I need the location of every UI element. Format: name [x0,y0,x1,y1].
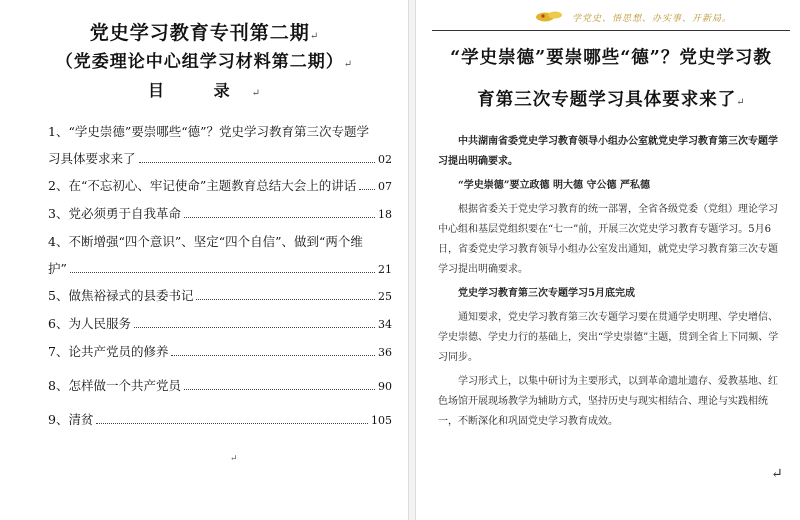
article-paragraph: 学习形式上，以集中研讨为主要形式，以到革命遗址遗存、爱教基地、红色场馆开展现场教学为辅助方式，坚持历史与现实相结合、理论与实践相统一，不断深化和巩固党史学习教育成效。 [438,376,778,427]
toc-entry-line [48,200,392,228]
toc-entry-line [48,406,392,434]
bulletin-title: 党史学习教育专刊第二期↵ [89,22,319,44]
toc-leader-dots [184,389,375,390]
toc-leader-dots [70,272,375,273]
toc-entry-line [48,338,392,366]
article-title-line-2: 育第三次专题学习具体要求来了↵ [477,90,745,110]
toc-entry[interactable] [48,406,392,434]
toc-leader-dots [96,423,368,424]
toc-entry-text: 9、清贫 [48,412,94,427]
toc-entry[interactable] [48,228,392,283]
paragraph-mark: ↵ [771,466,783,482]
party-logo-icon [534,9,564,23]
toc-page-number: 18 [378,208,392,221]
toc-entry-text: 4、不断增强“四个意识”、坚定“四个自信”、做到“两个维 [48,234,363,249]
toc-page-number: 21 [378,263,392,276]
toc-heading: 目 录↵ [148,81,260,100]
toc-entry-line [48,255,392,283]
page-header [416,0,800,32]
toc-entry[interactable] [48,172,392,200]
toc-entry-text: 3、党必须勇于自我革命 [48,206,181,221]
toc-entry-line [48,145,392,173]
text-cursor-mark: ↵ [230,454,238,464]
article-page [416,0,800,520]
article-paragraph: 根据省委关于党史学习教育的统一部署，全省各级党委（党组）理论学习中心组和基层党组织要在“七一”前，开展三次党史学习教育专题学习。5月6日，省委党史学习教育领导小组办公室发出通知，就党史学习教育第三次专题学习提出明确要求。 [438,204,778,275]
toc-leader-dots [171,355,375,356]
toc-entry-text: 6、为人民服务 [48,316,131,331]
toc-page-number: 07 [378,180,392,193]
bulletin-subtitle: （党委理论中心组学习材料第二期）↵ [55,52,353,72]
toc-entry[interactable] [48,282,392,310]
toc-page-number: 105 [371,414,392,427]
toc-entry-text: 护” [48,261,67,276]
toc-entry-text: 1、“学史崇德”要崇哪些“德”？党史学习教育第三次专题学 [48,124,370,139]
toc-leader-dots [196,299,375,300]
toc-entry[interactable] [48,310,392,338]
toc-entry-line [48,372,392,400]
toc-entry-text: 2、在“不忘初心、牢记使命”主题教育总结大会上的讲话 [48,178,357,193]
article-paragraph: 通知要求，党史学习教育第三次专题学习要在贯通学史明理、学史增信、学史崇德、学史力行的基础上，突出“学史崇德”主题，贯到全省上下同频、学习同步。 [438,312,779,363]
toc-entry-line [48,282,392,310]
toc-entry-text: 5、做焦裕禄式的县委书记 [48,288,194,303]
article-paragraph: “学史崇德”要立政德 明大德 守公德 严私德 [458,180,650,191]
page-gutter [408,0,416,520]
toc-leader-dots [134,327,375,328]
toc-leader-dots [139,162,375,163]
toc-leader-dots [184,217,375,218]
toc-page-number: 36 [378,346,392,359]
toc-entry[interactable] [48,338,392,366]
article-title-line-1: “学史崇德”要崇哪些“德”？党史学习教 [450,48,772,68]
toc-entry[interactable] [48,118,392,173]
toc-page-number: 25 [378,290,392,303]
toc-page-number: 02 [378,153,392,166]
toc-page-number: 34 [378,318,392,331]
toc-page-number: 90 [378,380,392,393]
toc-entry-text: 7、论共产党员的修养 [48,344,169,359]
toc-entry-line [48,118,392,145]
article-body [438,132,786,432]
toc-entry-line [48,172,392,200]
toc-entry[interactable] [48,372,392,400]
toc-entry-line [48,310,392,338]
header-rule [432,30,790,31]
toc-entry-text: 8、怎样做一个共产党员 [48,378,181,393]
article-paragraph: 中共湖南省委党史学习教育领导小组办公室就党史学习教育第三次专题学习提出明确要求。 [438,136,778,167]
toc-leader-dots [359,189,375,190]
toc-entry[interactable] [48,200,392,228]
header-slogan: 学党史、悟思想、办实事、开新局。 [572,14,733,24]
toc-entry-line [48,228,392,255]
article-paragraph: 党史学习教育第三次专题学习5月底完成 [458,288,635,299]
toc-entry-text: 习具体要求来了 [48,151,136,166]
